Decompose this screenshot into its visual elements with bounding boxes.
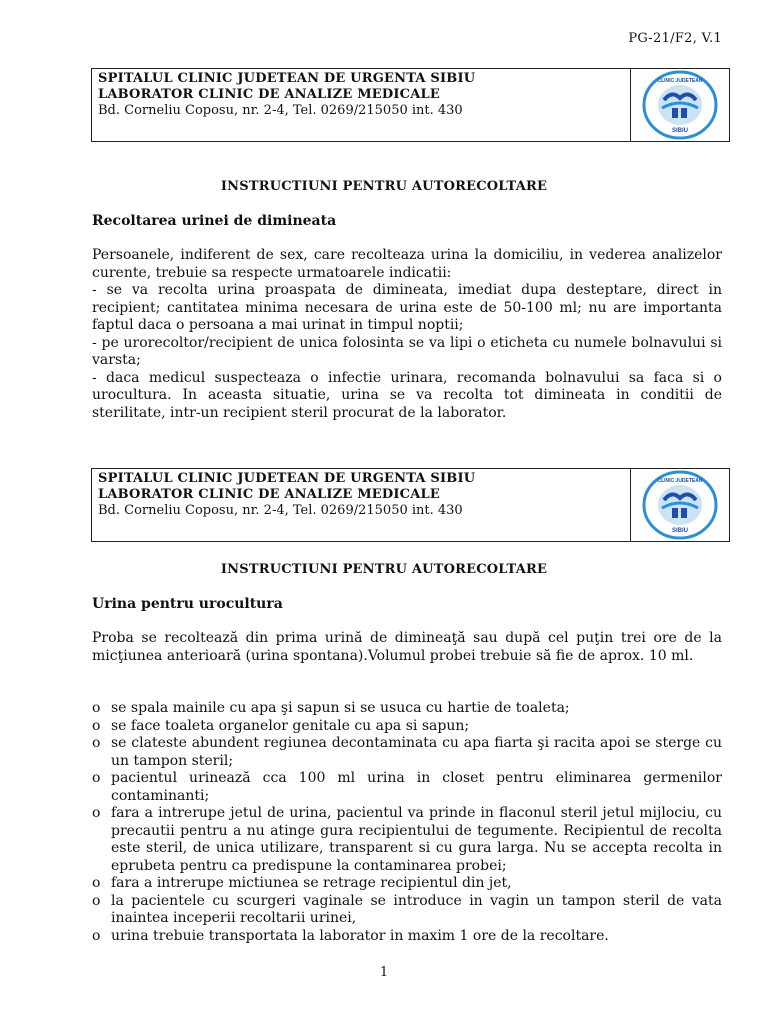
bullet-marker: o — [92, 700, 101, 716]
list-item-text: se face toaleta organelor genitale cu apa si sapun; — [111, 717, 470, 734]
list-item-text: se clateste abundent regiunea decontaminata cu apa fiarta şi racita apoi se sterge cu un tampon steril; — [111, 735, 722, 769]
document-code: PG-21/F2, V.1 — [628, 31, 722, 46]
list-item — [92, 875, 722, 893]
list-item-text: la pacientele cu scurgeri vaginale se introduce in vagin un tampon steril de vata inaintea inceperii recoltarii urinei, — [111, 892, 722, 926]
section2-subtitle: Urina pentru urocultura — [92, 596, 283, 612]
page-number: 1 — [379, 965, 389, 980]
hospital-address: Bd. Corneliu Coposu, nr. 2-4, Tel. 0269/215050 int. 430 — [98, 103, 463, 118]
list-item-text: fara a intrerupe mictiunea se retrage recipientul din jet, — [111, 875, 512, 891]
hospital-logo — [631, 69, 729, 141]
list-item — [92, 805, 722, 875]
section2-intro: Proba se recoltează din prima urină de dimineaţă sau după cel puţin trei ore de la micţiunea anterioară (urina spontana).Volumul probei trebuie să fie de aprox. 10 ml. — [92, 630, 722, 664]
hospital-name: SPITALUL CLINIC JUDETEAN DE URGENTA SIBIU — [98, 471, 476, 486]
section1-paragraph-line: - daca medicul suspecteaza o infectie urinara, recomanda bolnavului sa faca si o urocultura. In aceasta situatie, urina se va recolta tot dimineata in conditii de sterilitate, intr-un recipient steril procurat de la laborator. — [92, 369, 722, 421]
laboratory-name: LABORATOR CLINIC DE ANALIZE MEDICALE — [98, 487, 440, 502]
section1-paragraph-line: - se va recolta urina proaspata de dimineata, imediat dupa desteptare, direct in recipient; cantitatea minima necesara de urina este de 50-100 ml; nu are importanta faptul daca o persoana a mai urinat in timpul noptii; — [92, 282, 722, 333]
section1-subtitle: Recoltarea urinei de dimineata — [92, 213, 337, 229]
list-item-text: se spala mainile cu apa şi sapun si se usuca cu hartie de toaleta; — [111, 700, 570, 716]
bullet-marker: o — [92, 770, 101, 786]
bullet-marker: o — [92, 735, 101, 751]
list-item — [92, 700, 722, 718]
bullet-marker: o — [92, 805, 101, 821]
list-item-text: pacientul urinează cca 100 ml urina in closet pentru eliminarea germenilor contaminanti; — [111, 770, 722, 804]
hospital-name: SPITALUL CLINIC JUDETEAN DE URGENTA SIBIU — [98, 71, 476, 86]
section1-paragraph-line: Persoanele, indiferent de sex, care recolteaza urina la domiciliu, in vederea analizelor curente, trebuie sa respecte urmatoarele indicatii: — [92, 247, 722, 281]
section1-title: INSTRUCTIUNI PENTRU AUTORECOLTARE — [220, 179, 548, 194]
section2-title: INSTRUCTIUNI PENTRU AUTORECOLTARE — [220, 562, 548, 577]
section2-instructions-list — [92, 700, 722, 945]
svg-text:CLINIC JUDETEAN: CLINIC JUDETEAN — [657, 478, 703, 484]
hospital-logo-seal — [642, 470, 718, 540]
list-item — [92, 893, 722, 928]
hospital-address: Bd. Corneliu Coposu, nr. 2-4, Tel. 0269/215050 int. 430 — [98, 503, 463, 518]
list-item — [92, 735, 722, 770]
svg-text:SIBIU: SIBIU — [671, 128, 689, 134]
hospital-header-box — [91, 468, 730, 542]
list-item — [92, 718, 722, 736]
list-item-text: urina trebuie transportata la laborator in maxim 1 ore de la recoltare. — [111, 927, 609, 944]
bullet-marker: o — [92, 875, 101, 891]
hospital-logo — [631, 469, 729, 541]
hospital-header-box — [91, 68, 730, 142]
hospital-logo-seal — [642, 70, 718, 140]
list-item — [92, 928, 722, 946]
list-item-text: fara a intrerupe jetul de urina, pacientul va prinde in flaconul steril jetul mijlociu, cu precautii pentru a nu atinge gura recipientului de tegumente. Recipientul de recolta este steril, de unica utilizare, transparent si cu gura larga. Nu se accepta recolta in eprubeta pentru ca predispune la contaminarea probei; — [111, 805, 722, 874]
section1-paragraph — [92, 247, 722, 422]
laboratory-name: LABORATOR CLINIC DE ANALIZE MEDICALE — [98, 87, 440, 102]
section1-paragraph-line: - pe urorecoltor/recipient de unica folosinta se va lipi o eticheta cu numele bolnavului si varsta; — [92, 334, 722, 368]
list-item — [92, 770, 722, 805]
svg-text:CLINIC JUDETEAN: CLINIC JUDETEAN — [657, 78, 703, 84]
bullet-marker: o — [92, 717, 101, 734]
hospital-header-text — [92, 69, 631, 141]
bullet-marker: o — [92, 927, 101, 944]
svg-text:SIBIU: SIBIU — [671, 528, 689, 534]
hospital-header-text — [92, 469, 631, 541]
bullet-marker: o — [92, 892, 101, 909]
